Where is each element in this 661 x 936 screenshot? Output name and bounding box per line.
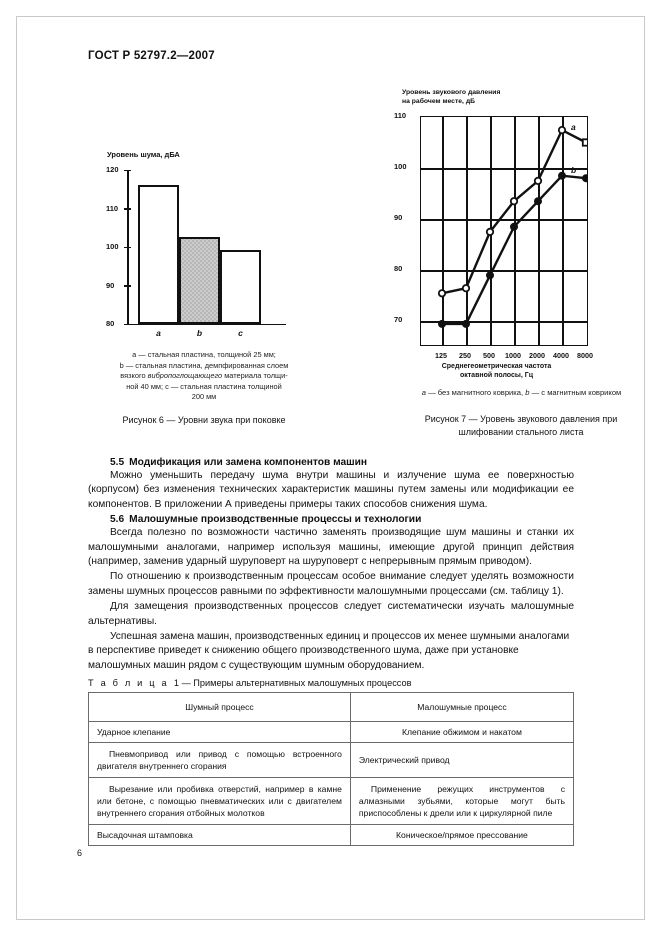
figure-6-note-line-4: ной 40 мм; c — стальная пластина толщиной [126,381,282,391]
table-1-title [88,678,411,688]
figure-7-axes-box [420,116,588,346]
figure-6-bar-c [220,250,261,323]
figure-6-note-line-5: 200 мм [191,392,217,402]
figure-7-note-mid-1: — без магнитного коврика, [425,388,526,397]
figure-6-bar-b [179,237,220,324]
table-header-row [89,693,574,722]
figure-7-x-axis-label-line-2: октавной полосы, Гц [459,372,534,379]
section-title-5-6: Малошумные производственные процессы и технологии [129,514,422,526]
section-number-5-5: 5.5 [110,457,125,468]
page-number: 6 [77,848,83,858]
figure-7-series-label-a: a [571,122,576,132]
figure-7-ytick-70: 70 [394,315,403,325]
figure-7-ytick-80: 80 [394,264,403,274]
figure-7-caption-line-2: шлифовании стального листа [458,427,584,437]
figure-6-legend-note [84,350,324,403]
figure-7-note-b: b [525,388,530,397]
figure-7-xtick-2000: 2000 [529,351,545,360]
table-cell-noisy-3: Вырезание или пробивка отверстий, например в камне или бетоне, с помощью пневматических или с двигателем внутреннего сгорания отбойных молотков [89,778,351,825]
figure-7-point-b-250 [463,321,469,327]
figure-7-point-b-500 [487,272,493,278]
table-cell-noisy-2: Пневмопривод или привод с помощью встроенного двигателя внутреннего сгорания [89,743,351,778]
figure-6-y-axis-label: Уровень шума, дБА [107,150,180,159]
figure-7-x-axis-label [394,362,599,380]
table-column-header-quiet: Малошумные процесс [350,693,573,722]
figure-7-xtick-1000: 1000 [505,351,521,360]
table-cell-noisy-4: Высадочная штамповка [89,825,351,846]
table-1-title-label: Т а б л и ц а [88,678,169,688]
table-column-header-noisy: Шумный процесс [89,693,351,722]
section-5-6-paragraph-2: По отношению к производственным процессам особое внимание следует уделять возможности замены шумных процессов равными по эффективности малошумными процессами (см. таблицу 1). [88,571,574,597]
figure-7-point-b-4000 [559,173,565,179]
table-cell-noisy-1: Ударное клепание [89,722,351,743]
section-5-6-paragraph-1: Всегда полезно по возможности частично заменять производящие шум машины и станки их малошумными аналогами, например используя машины, имеющие другой принцип действия (например, заменив ударный шуруповерт на шуруповерт с непрерывным прямым приводом). [88,527,574,568]
section-heading-5-5 [88,457,574,468]
figure-7-point-a-8000 [583,139,587,145]
figure-7-caption-line-1: Рисунок 7 — Уровень звукового давления при [424,414,618,424]
table-cell-quiet-1: Клепание обжимом и накатом [350,722,573,743]
table-row [89,743,574,778]
figure-6-x-axis [127,324,286,326]
figure-7-point-b-1000 [511,224,517,230]
figure-6-xtick-a: a [156,328,161,338]
figure-6-note-line-3a: вязкого [120,371,148,381]
figure-6-bar-a [138,185,179,324]
figure-7-xtick-125: 125 [435,351,447,360]
figure-7-ytick-110: 110 [394,111,407,120]
section-5-5-paragraph-1: Можно уменьшить передачу шума внутри машины и излучение шума ее поверхностью (корпусом) без изменения технических характеристик машины путем замены или модификации ее компонентов. В приложении А приведены примеры таких способов снижения шума. [88,470,574,510]
figure-7-xtick-4000: 4000 [553,351,569,360]
figure-7-point-a-1000 [511,198,517,204]
figure-7-point-a-250 [463,285,469,291]
table-cell-quiet-4: Коническое/прямое прессование [350,825,573,846]
figure-7-ytick-100: 100 [394,162,407,172]
figure-7-y-axis-label [402,88,552,106]
figure-7-point-a-2000 [535,178,541,184]
section-5-6-paragraph-3: Для замещения производственных процессов следует систематически изучать малошумные альтернативы. [88,601,574,627]
figure-7-point-a-500 [487,229,493,235]
table-1-title-text: — Примеры альтернативных малошумных процессов [181,678,412,688]
figure-6-xtick-b: b [196,328,203,338]
figure-7-ytick-90: 90 [394,213,403,223]
figure-6-note-line-3b: материала толщи- [222,371,288,381]
table-row [89,778,574,825]
table-cell-quiet-2: Электрический привод [350,743,573,778]
table-1 [88,692,574,846]
figure-6-caption: Рисунок 6 — Уровни звука при поковке [122,415,286,425]
figure-7-xtick-250: 250 [459,351,471,360]
figure-7-point-a-4000 [559,127,565,133]
figure-6-xtick-c: c [238,328,243,338]
figure-7-y-axis-label-line-2: на рабочем месте, дБ [402,98,476,105]
section-heading-5-6 [88,514,574,525]
figure-7-point-b-8000 [583,175,587,181]
figure-7-caption [386,413,656,439]
figure-7-x-axis-label-line-1: Среднегеометрическая частота [441,363,552,370]
figure-6-note-line-2: b — стальная пластина, демпфированная слоем [119,360,289,370]
figure-6-note-line-1: a — стальная пластина, толщиной 25 мм; [132,350,276,359]
section-5-6-paragraph-4: Успешная замена машин, производственных единиц и процессов их менее шумными аналогами в перспективе приведет к снижению общего производственного шума, даже при установке малошумных машин рядом с существующим шумным оборудованием. [88,631,570,671]
figure-7-xtick-500: 500 [483,351,495,360]
figure-7-note-mid-2: — с магнитным ковриком [529,388,622,397]
figure-7-series-label-b: b [571,165,577,175]
table-row [89,825,574,846]
table-row [89,722,574,743]
figure-7-note-a: a [421,388,426,397]
figure-7-point-b-125 [439,321,445,327]
section-number-5-6: 5.6 [110,514,125,526]
figure-7-series-plot [421,117,587,345]
table-cell-quiet-3: Применение режущих инструментов с алмазными зубьями, которые могут быть приспособлены к дрели или к циркулярной пиле [350,778,573,825]
document-standard-id: ГОСТ Р 52797.2—2007 [88,50,215,62]
section-title-5-5: Модификация или замена компонентов машин [129,457,368,468]
figure-7-point-b-2000 [535,198,541,204]
table-1-title-number: 1 [173,678,179,688]
figure-7-legend-note [384,388,659,397]
figure-6-plot-area: 120 110 100 90 80 a b c [106,170,286,325]
figure-7-point-a-125 [439,290,445,296]
figure-6-note-emph: вибропоглощающего [147,371,223,381]
figure-7-y-axis-label-line-1: Уровень звукового давления [402,89,501,96]
figure-7-xtick-8000: 8000 [577,351,593,360]
figure-7-series-a-line [442,130,586,293]
figure-7-plot-area [394,111,599,379]
document-body [88,457,574,674]
